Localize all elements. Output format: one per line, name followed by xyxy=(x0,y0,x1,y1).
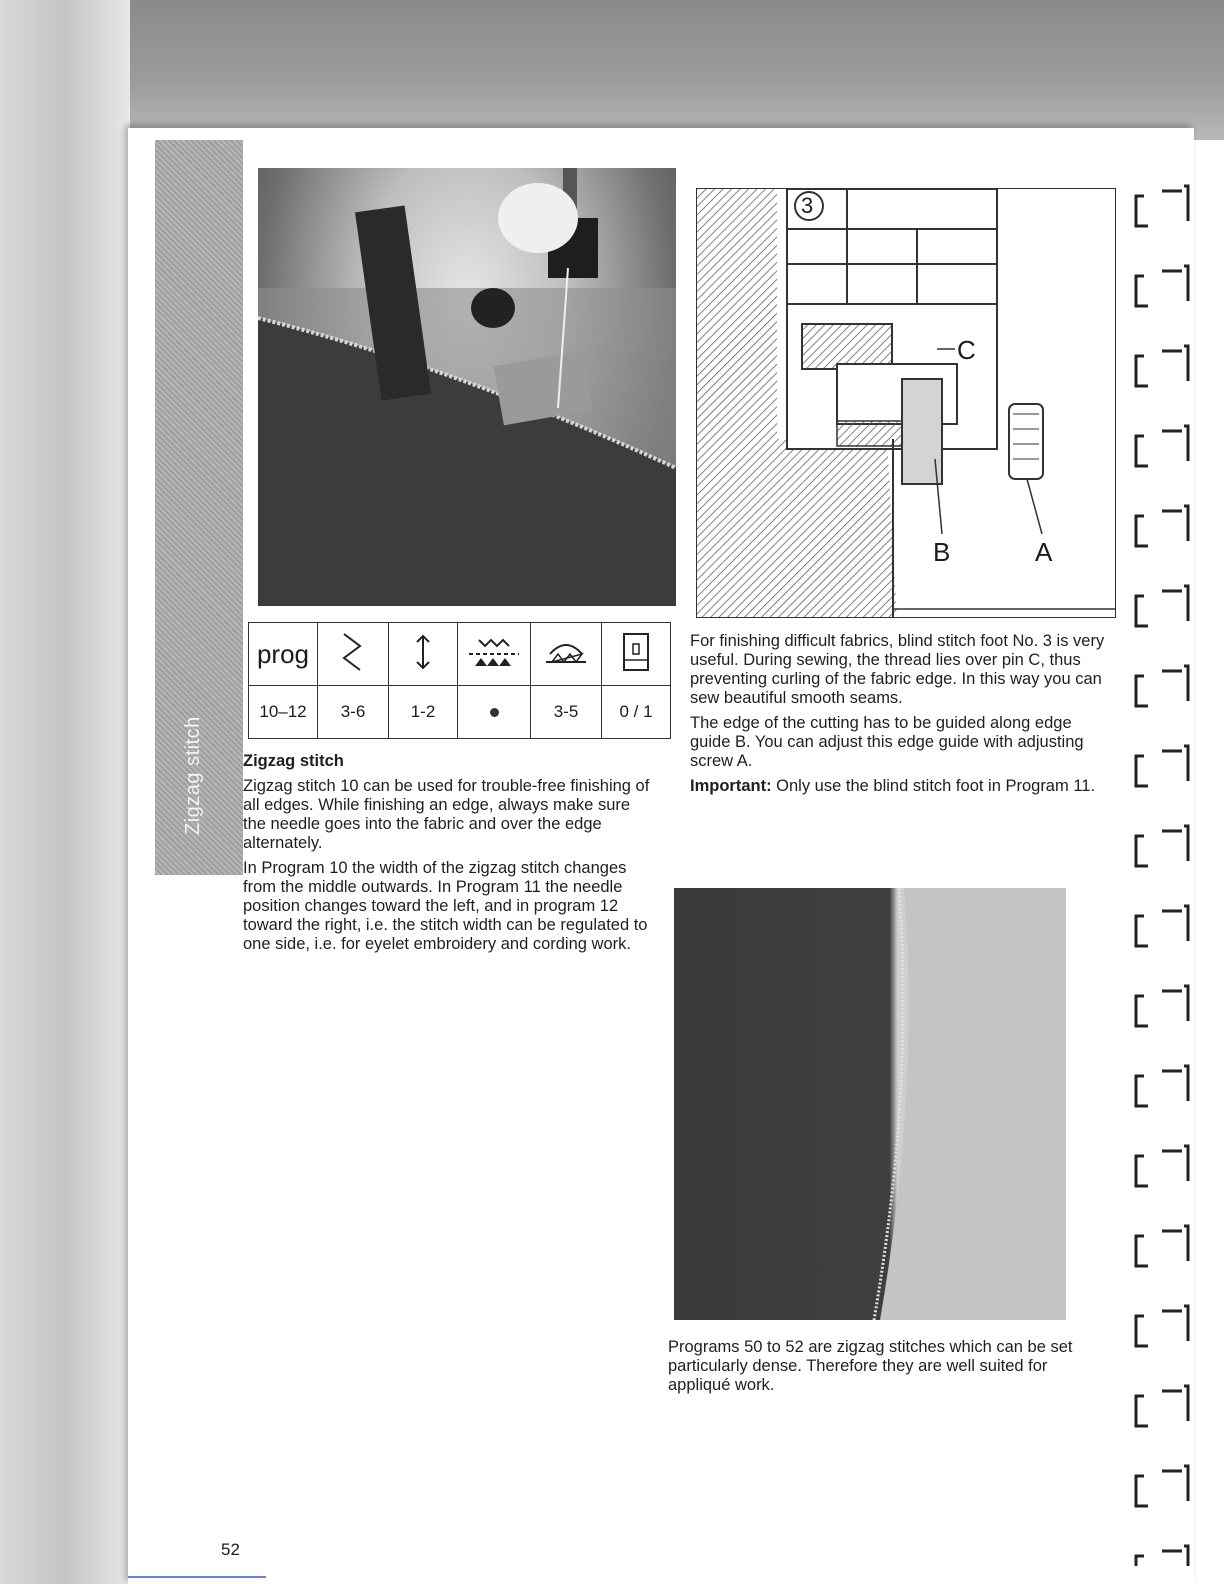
binding-ring xyxy=(1136,1226,1188,1266)
diagram-label-a: A xyxy=(1035,537,1053,567)
diagram-label-c: C xyxy=(957,335,976,365)
prog-value: 10–12 xyxy=(249,686,318,739)
diagram-foot-number: 3 xyxy=(801,193,814,218)
binding-ring xyxy=(1136,1306,1188,1346)
bottom-caption: Programs 50 to 52 are zigzag stitches which can be set particularly dense. Therefore they are well suited for appliqué work. xyxy=(668,1338,1073,1394)
binding-ring xyxy=(1136,1466,1188,1506)
binding-ring xyxy=(1136,1546,1188,1566)
binding-ring xyxy=(1136,1066,1188,1106)
binding-ring xyxy=(1136,1146,1188,1186)
settings-table xyxy=(248,622,671,739)
feed-dog-dot-icon xyxy=(490,708,499,717)
stitch-length-value: 1-2 xyxy=(389,686,458,739)
page-number: 52 xyxy=(221,1540,240,1559)
binding-ring xyxy=(1136,346,1188,386)
binding-ring xyxy=(1136,266,1188,306)
right-paragraph-1: For finishing difficult fabrics, blind stitch foot No. 3 is very useful. During sewing, the thread lies over pin C, thus preventing curling of the fabric edge. In this way you can sew beautiful smooth seams. xyxy=(690,632,1105,707)
presser-foot-icon xyxy=(602,623,671,686)
binding-ring xyxy=(1136,586,1188,626)
important-label: Important: xyxy=(690,777,772,795)
right-column xyxy=(690,632,1108,802)
presser-pressure-value: 3-5 xyxy=(531,686,602,739)
stitch-width-value: 3-6 xyxy=(318,686,389,739)
feed-dog-icon xyxy=(458,623,531,686)
left-column xyxy=(243,752,653,960)
sewing-machine-photo xyxy=(258,168,676,606)
presser-foot-value: 0 / 1 xyxy=(602,686,671,739)
binding-ring xyxy=(1136,906,1188,946)
stitch-width-icon xyxy=(318,623,389,686)
presser-foot-pressure-icon xyxy=(531,623,602,686)
margin-mark xyxy=(128,1576,266,1578)
side-tab-label: Zigzag stitch xyxy=(182,716,204,835)
blind-stitch-foot-diagram xyxy=(696,188,1116,618)
section-heading: Zigzag stitch xyxy=(243,752,344,770)
important-note xyxy=(690,777,1108,796)
stitch-length-icon xyxy=(389,623,458,686)
binding-ring xyxy=(1136,186,1188,226)
left-paragraph-2: In Program 10 the width of the zigzag stitch changes from the middle outwards. In Program 11 the needle position changes toward the left, and in program 12 toward the right, i.e. the stitch width can be regulated to one side, i.e. for eyelet embroidery and cording work. xyxy=(243,859,648,953)
right-paragraph-2: The edge of the cutting has to be guided along edge guide B. You can adjust this edge guide with adjusting screw A. xyxy=(690,714,1084,770)
important-text: Only use the blind stitch foot in Program 11. xyxy=(776,777,1096,795)
diagram-label-b: B xyxy=(933,537,951,567)
feed-dog-value xyxy=(458,686,531,739)
binding-ring xyxy=(1136,666,1188,706)
binding-ring xyxy=(1136,426,1188,466)
fabric-edge-photo xyxy=(674,888,1066,1320)
left-paragraph-1: Zigzag stitch 10 can be used for trouble-free finishing of all edges. While finishing an edge, always make sure the needle goes into the fabric and over the edge alternately. xyxy=(243,777,650,852)
binding-ring xyxy=(1136,1386,1188,1426)
prog-header: prog xyxy=(249,623,318,686)
scan-background-left xyxy=(0,0,130,1584)
binding-ring xyxy=(1136,746,1188,786)
binding-ring xyxy=(1136,986,1188,1026)
scan-background-top xyxy=(0,0,1224,140)
spiral-binding xyxy=(1122,136,1212,1566)
binding-ring xyxy=(1136,826,1188,866)
binding-ring xyxy=(1136,506,1188,546)
